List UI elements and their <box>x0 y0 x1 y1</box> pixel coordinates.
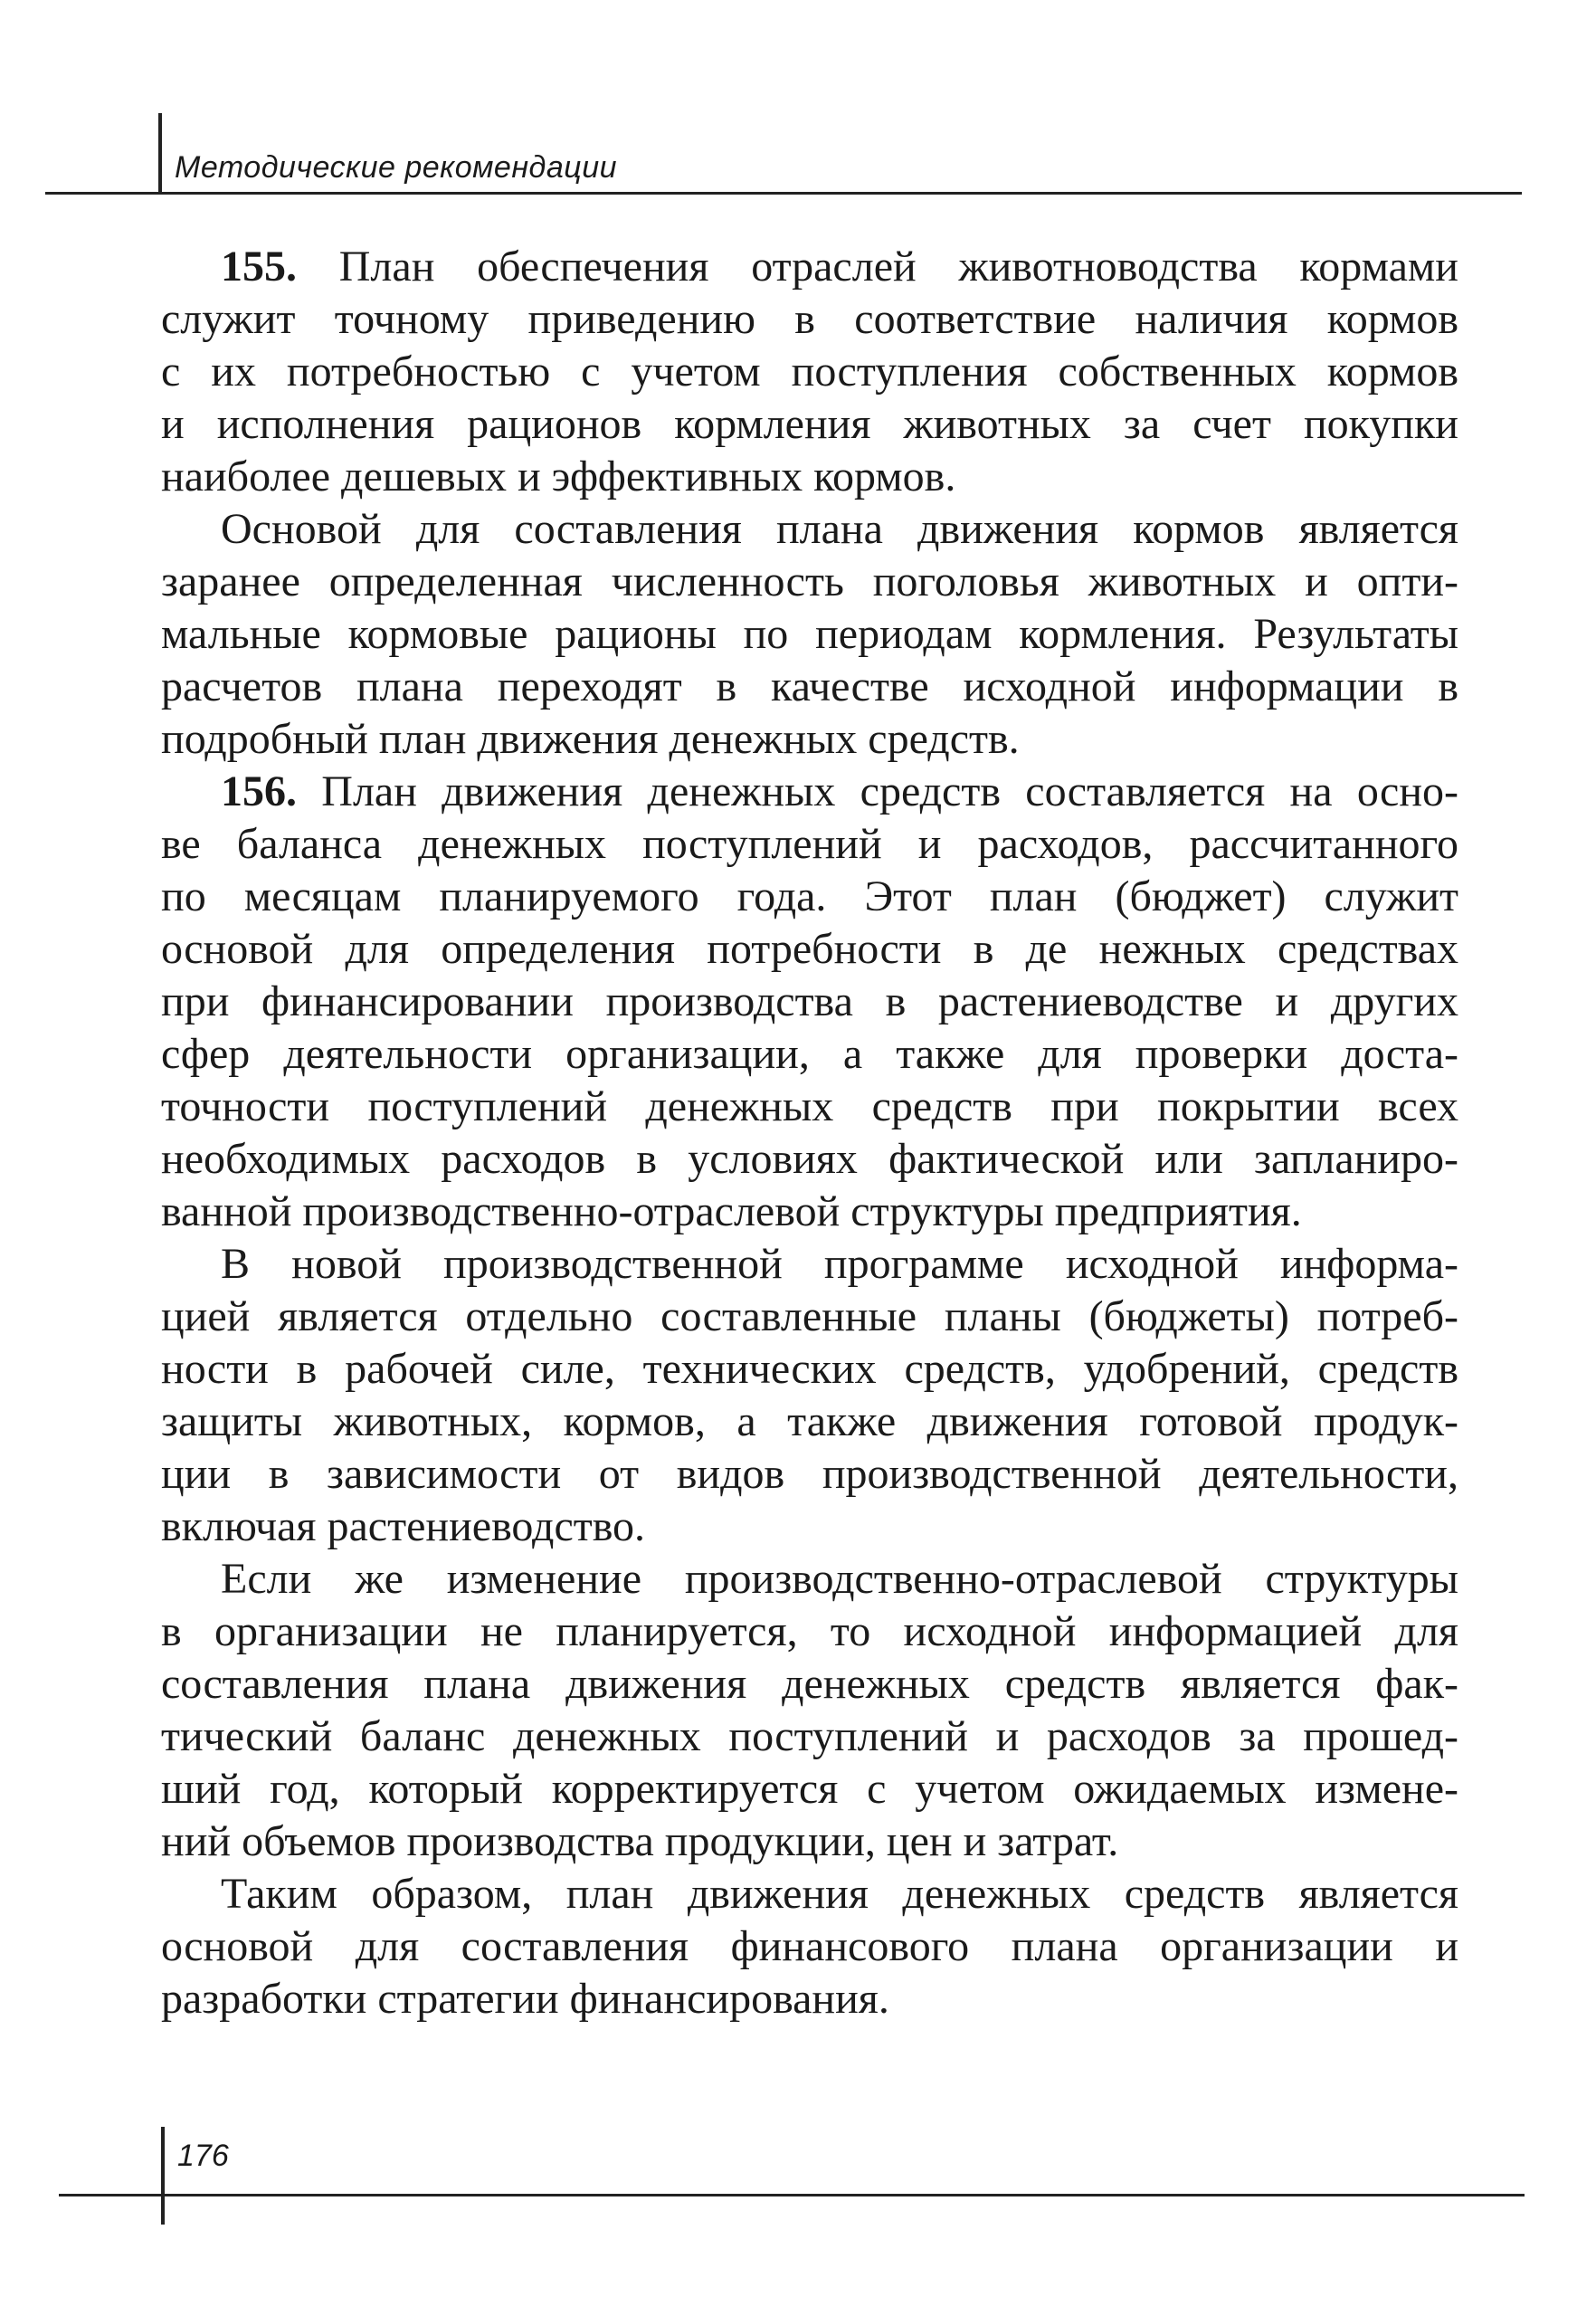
text-line: ции в зависимости от видов производственной деятельности, <box>161 1450 1458 1498</box>
text-line: Основой для составления плана движения кормов является <box>221 505 1458 553</box>
text-line: подробный план движения денежных средств. <box>161 715 1020 763</box>
text-line: тический баланс денежных поступлений и расходов за прошед- <box>161 1712 1458 1760</box>
text-line: включая растениеводство. <box>161 1502 646 1550</box>
text-line: основой для определения потребности в де нежных средствах <box>161 925 1458 973</box>
text-line: при финансировании производства в растениеводстве и других <box>161 977 1458 1025</box>
text-line: разработки стратегии финансирования. <box>161 1975 889 2023</box>
body-text <box>161 241 1458 2025</box>
footer-divider-tick <box>161 2127 165 2225</box>
paragraph-number: 155. <box>221 243 297 291</box>
header-divider-tick <box>158 113 162 195</box>
paragraph <box>161 1553 1458 1868</box>
paragraph-number: 156. <box>221 767 297 815</box>
text-line: 155. План обеспечения отраслей животноводства кормами <box>221 243 1458 291</box>
text-line: защиты животных, кормов, а также движения готовой продук- <box>161 1397 1458 1445</box>
paragraph <box>161 1868 1458 2025</box>
text-line: ности в рабочей силе, технических средств, удобрений, средств <box>161 1345 1458 1393</box>
text-line: в организации не планируется, то исходной информацией для <box>161 1607 1458 1655</box>
text-line: Если же изменение производственно-отраслевой структуры <box>221 1555 1458 1603</box>
paragraph-155 <box>161 241 1458 503</box>
text-line: и исполнения рационов кормления животных за счет покупки <box>161 400 1458 448</box>
text-line: составления плана движения денежных средств является фак- <box>161 1660 1458 1708</box>
text-line: с их потребностью с учетом поступления собственных кормов <box>161 348 1458 395</box>
text-line: служит точному приведению в соответствие наличия кормов <box>161 295 1458 343</box>
text-line: мальные кормовые рационы по периодам кормления. Результаты <box>161 610 1458 658</box>
paragraph <box>161 503 1458 766</box>
text-line: точности поступлений денежных средств при покрытии всех <box>161 1082 1458 1130</box>
text-line: сфер деятельности организации, а также для проверки доста- <box>161 1030 1458 1078</box>
text-line: цией является отдельно составленные планы (бюджеты) потреб- <box>161 1292 1458 1340</box>
text-line: ве баланса денежных поступлений и расходов, рассчитанного <box>161 820 1458 868</box>
text-line: необходимых расходов в условиях фактической или запланиро- <box>161 1135 1458 1183</box>
text-line: Таким образом, план движения денежных средств является <box>221 1870 1458 1918</box>
paragraph <box>161 1238 1458 1553</box>
text-line: основой для составления финансового плана организации и <box>161 1922 1458 1970</box>
paragraph-156 <box>161 766 1458 1238</box>
text-line: по месяцам планируемого года. Этот план (бюджет) служит <box>161 872 1458 920</box>
text-line: заранее определенная численность поголовья животных и опти- <box>161 557 1458 605</box>
text-line: наиболее дешевых и эффективных кормов. <box>161 453 956 500</box>
text-line: ший год, который корректируется с учетом ожидаемых измене- <box>161 1765 1458 1813</box>
page-number: 176 <box>177 2139 229 2173</box>
text-line: В новой производственной программе исходной информа- <box>221 1240 1458 1288</box>
running-header-title: Методические рекомендации <box>175 150 618 185</box>
text-line: 156. План движения денежных средств составляется на осно- <box>221 767 1458 815</box>
header-rule <box>45 192 1522 195</box>
footer-rule <box>59 2194 1525 2196</box>
text-line: расчетов плана переходят в качестве исходной информации в <box>161 662 1458 710</box>
text-line: ванной производственно-отраслевой структуры предприятия. <box>161 1187 1302 1235</box>
text-line: ний объемов производства продукции, цен и затрат. <box>161 1817 1119 1865</box>
